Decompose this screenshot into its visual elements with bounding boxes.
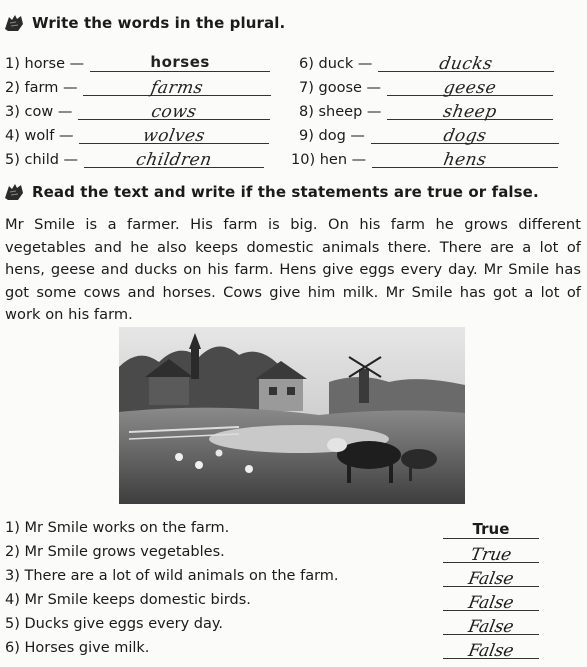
plural-item [5, 146, 264, 168]
item-number: 1) [5, 56, 20, 72]
answer-text: hens [442, 150, 489, 170]
answer-text: True [472, 520, 510, 538]
answer-text: False [466, 617, 516, 637]
item-word: duck [318, 56, 354, 72]
answer-text: children [134, 150, 214, 170]
item-word: horse [24, 56, 65, 72]
item-dash: — [366, 80, 382, 96]
item-dash: — [58, 128, 74, 144]
item-word: farm [24, 80, 59, 96]
item-number: 3) [5, 104, 20, 120]
item-number: 2) [5, 80, 20, 96]
answer-field[interactable] [443, 518, 539, 539]
answer-field[interactable] [371, 123, 559, 144]
item-dash: — [57, 104, 73, 120]
plural-row [5, 50, 585, 72]
plural-item [5, 122, 269, 144]
plural-item [299, 74, 553, 96]
plural-item [299, 98, 553, 120]
statement-row [5, 542, 585, 566]
answer-text: False [466, 593, 516, 613]
writing-hand-icon [4, 183, 24, 201]
answer-field[interactable] [443, 542, 539, 563]
answer-text: horses [150, 53, 210, 71]
statement-body: Horses give milk. [24, 640, 150, 656]
statement-number: 2) [5, 544, 20, 560]
answer-text: sheep [442, 102, 499, 122]
plural-row [5, 98, 585, 120]
answer-field[interactable] [84, 147, 264, 168]
statement-text [5, 592, 251, 608]
answer-text: dogs [441, 126, 489, 146]
plural-item [299, 122, 559, 144]
statement-body: There are a lot of wild animals on the farm. [24, 568, 339, 584]
statement-row [5, 566, 585, 590]
task2-heading [4, 183, 539, 201]
statement-text [5, 544, 225, 560]
answer-field[interactable] [83, 75, 271, 96]
statement-body: Mr Smile keeps domestic birds. [24, 592, 251, 608]
answer-text: False [466, 641, 516, 661]
statement-text [5, 520, 229, 536]
item-word: sheep [318, 104, 363, 120]
plural-item [291, 146, 558, 168]
plural-item [5, 74, 271, 96]
statement-body: Mr Smile works on the farm. [24, 520, 230, 536]
farm-illustration [119, 327, 465, 504]
answer-text: farms [149, 78, 206, 98]
answer-field[interactable] [443, 614, 539, 635]
answer-field[interactable] [387, 75, 553, 96]
statement-number: 5) [5, 616, 20, 632]
item-word: cow [24, 104, 54, 120]
item-dash: — [62, 80, 78, 96]
statement-text [5, 640, 149, 656]
answer-text: cows [150, 102, 199, 122]
plural-item [5, 50, 270, 72]
item-number: 9) [299, 128, 314, 144]
plural-row [5, 122, 585, 144]
item-dash: — [351, 152, 367, 168]
answer-field[interactable] [90, 51, 270, 72]
farm-photo [119, 327, 465, 504]
item-dash: — [69, 56, 85, 72]
answer-field[interactable] [443, 590, 539, 611]
item-number: 7) [299, 80, 314, 96]
answer-field[interactable] [378, 51, 554, 72]
plural-item [299, 50, 554, 72]
statement-number: 1) [5, 520, 20, 536]
answer-text: False [466, 569, 516, 589]
plural-item [5, 98, 270, 120]
item-number: 5) [5, 152, 20, 168]
statement-row [5, 518, 585, 542]
item-word: dog [318, 128, 346, 144]
statement-row [5, 614, 585, 638]
statement-row [5, 590, 585, 614]
item-word: hen [319, 152, 348, 168]
item-word: goose [318, 80, 362, 96]
writing-hand-icon [4, 14, 24, 32]
statement-number: 6) [5, 640, 20, 656]
item-dash: — [63, 152, 79, 168]
item-dash: — [350, 128, 365, 144]
item-word: wolf [24, 128, 55, 144]
answer-field[interactable] [387, 99, 553, 120]
answer-text: geese [442, 78, 498, 98]
answer-field[interactable] [443, 566, 539, 587]
item-number: 8) [299, 104, 314, 120]
item-word: child [24, 152, 59, 168]
statement-number: 3) [5, 568, 20, 584]
item-dash: — [366, 104, 382, 120]
reading-passage: Mr Smile is a farmer. His farm is big. On his farm he grows different vegetables and he also keeps domestic animals there. There are a lot of hens, geese and ducks on his farm. Hens give eggs every day. Mr Smile has got some cows and horses. Cows give him milk. Mr Smile has got a lot of work on his farm. [5, 216, 581, 323]
statement-body: Mr Smile grows vegetables. [24, 544, 225, 560]
answer-field[interactable] [78, 99, 270, 120]
item-dash: — [357, 56, 373, 72]
plural-exercise [5, 50, 585, 175]
answer-field[interactable] [443, 638, 539, 659]
answer-text: ducks [438, 54, 495, 74]
item-number: 4) [5, 128, 20, 144]
statement-text [5, 616, 223, 632]
statement-text [5, 568, 339, 584]
item-number: 6) [299, 56, 314, 72]
statement-body: Ducks give eggs every day. [24, 616, 224, 632]
answer-text: True [468, 545, 513, 565]
plural-row [5, 74, 585, 96]
statement-number: 4) [5, 592, 20, 608]
answer-field[interactable] [79, 123, 269, 144]
task1-heading-text: Write the words in the plural. [32, 14, 286, 32]
item-number: 10) [291, 152, 316, 168]
plural-row [5, 146, 585, 168]
statement-row [5, 638, 585, 662]
task2-heading-text: Read the text and write if the statements are true or false. [32, 183, 539, 201]
task1-heading [4, 14, 285, 32]
answer-text: wolves [141, 126, 208, 146]
answer-field[interactable] [372, 147, 558, 168]
